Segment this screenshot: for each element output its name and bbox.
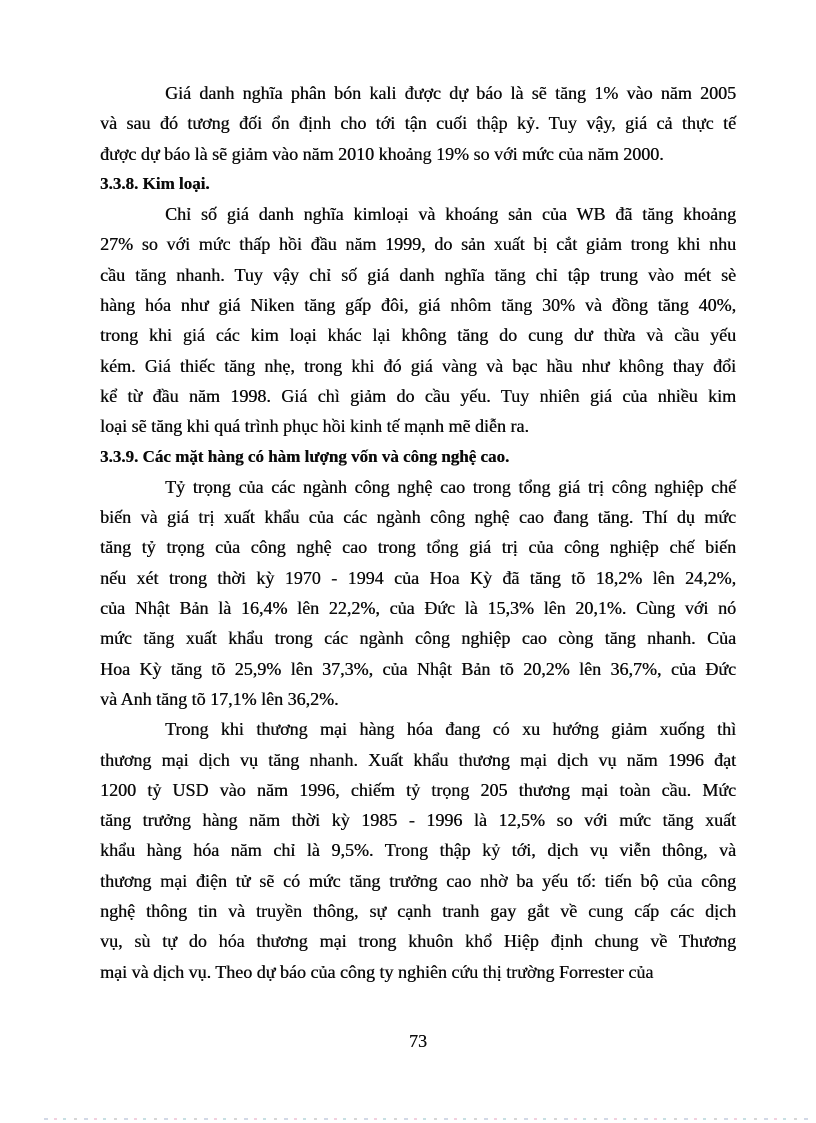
section-heading: 3.3.9. Các mặt hàng có hàm lượng vốn và công nghệ cao. xyxy=(100,446,510,466)
text-line: mại và dịch vụ. Theo dự báo của công ty nghiên cứu thị trường Forrester của xyxy=(100,961,654,982)
text-line: khẩu hàng hóa năm chỉ là 9,5%. Trong thập kỷ tới, dịch vụ viễn thông, và xyxy=(100,840,736,861)
text-line: tăng tỷ trọng của công nghệ cao trong tổng giá trị của công nghiệp chế biến xyxy=(100,537,736,558)
text-line: 27% so với mức thấp hồi đầu năm 1999, do sản xuất bị cắt giảm trong khi nhu xyxy=(100,234,736,255)
text-line: kể từ đầu năm 1998. Giá chì giảm do cầu yếu. Tuy nhiên giá của nhiều kim xyxy=(100,385,736,406)
text-line: hàng hóa như giá Niken tăng gấp đôi, giá nhôm tăng 30% và đồng tăng 40%, xyxy=(100,295,736,316)
text-line: và Anh tăng tõ 17,1% lên 36,2%. xyxy=(100,688,339,709)
text-line: Hoa Kỳ tăng tõ 25,9% lên 37,3%, của Nhật Bản tõ 20,2% lên 36,7%, của Đức xyxy=(100,658,736,679)
text-line: thương mại dịch vụ tăng nhanh. Xuất khẩu thương mại dịch vụ năm 1996 đạt xyxy=(100,749,736,770)
text-line: loại sẽ tăng khi quá trình phục hồi kinh tế mạnh mẽ diễn ra. xyxy=(100,416,529,437)
text-line: và sau đó tương đối ổn định cho tới tận cuối thập kỷ. Tuy vậy, giá cả thực tế xyxy=(100,113,736,134)
text-line: được dự báo là sẽ giảm vào năm 2010 khoảng 19% so với mức của năm 2000. xyxy=(100,143,664,164)
text-line: Giá danh nghĩa phân bón kali được dự báo là sẽ tăng 1% vào năm 2005 xyxy=(165,83,736,103)
paragraph xyxy=(100,714,736,987)
text-line: tăng trưởng hàng năm thời kỳ 1985 - 1996 là 12,5% so với mức tăng xuất xyxy=(100,810,736,831)
paragraph xyxy=(100,199,736,441)
paragraph xyxy=(100,472,736,714)
text-line: Chỉ số giá danh nghĩa kimloại và khoáng sản của WB đã tăng khoảng xyxy=(165,204,736,225)
paragraph xyxy=(100,78,736,169)
text-line: nếu xét trong thời kỳ 1970 - 1994 của Hoa Kỳ đã tăng tõ 18,2% lên 24,2%, xyxy=(100,567,736,588)
text-line: Trong khi thương mại hàng hóa đang có xu hướng giảm xuống thì xyxy=(165,719,736,740)
page-number: 73 xyxy=(409,1031,427,1051)
text-line: Tỷ trọng của các ngành công nghệ cao trong tổng giá trị công nghiệp chế xyxy=(165,476,736,497)
text-line: thương mại điện tử sẽ có mức tăng trưởng cao nhờ ba yếu tố: tiến bộ của công xyxy=(100,870,736,891)
text-line: của Nhật Bản là 16,4% lên 22,2%, của Đức là 15,3% lên 20,1%. Cùng với nó xyxy=(100,598,736,619)
text-line: mức tăng xuất khẩu trong các ngành công nghiệp cao còng tăng nhanh. Của xyxy=(100,628,736,649)
scan-artifact-dotted-line xyxy=(44,1118,810,1120)
text-line: vụ, sù tự do hóa thương mại trong khuôn khổ Hiệp định chung về Thương xyxy=(100,931,736,952)
section-heading: 3.3.8. Kim loại. xyxy=(100,173,210,193)
text-line: cầu tăng nhanh. Tuy vậy chỉ số giá danh nghĩa tăng chỉ tập trung vào mét sè xyxy=(100,264,736,285)
document-body xyxy=(100,78,736,987)
text-line: kém. Giá thiếc tăng nhẹ, trong khi đó giá vàng và bạc hầu như không thay đổi xyxy=(100,355,736,376)
text-line: trong khi giá các kim loại khác lại không tăng do cung dư thừa và cầu yếu xyxy=(100,325,736,346)
text-line: 1200 tỷ USD vào năm 1996, chiếm tỷ trọng 205 thương mại toàn cầu. Mức xyxy=(100,779,736,800)
text-line: nghệ thông tin và truyền thông, sự cạnh tranh gay gắt về cung cấp các dịch xyxy=(100,901,736,922)
text-line: biến và giá trị xuất khẩu của các ngành công nghệ cao đang tăng. Thí dụ mức xyxy=(100,507,736,528)
